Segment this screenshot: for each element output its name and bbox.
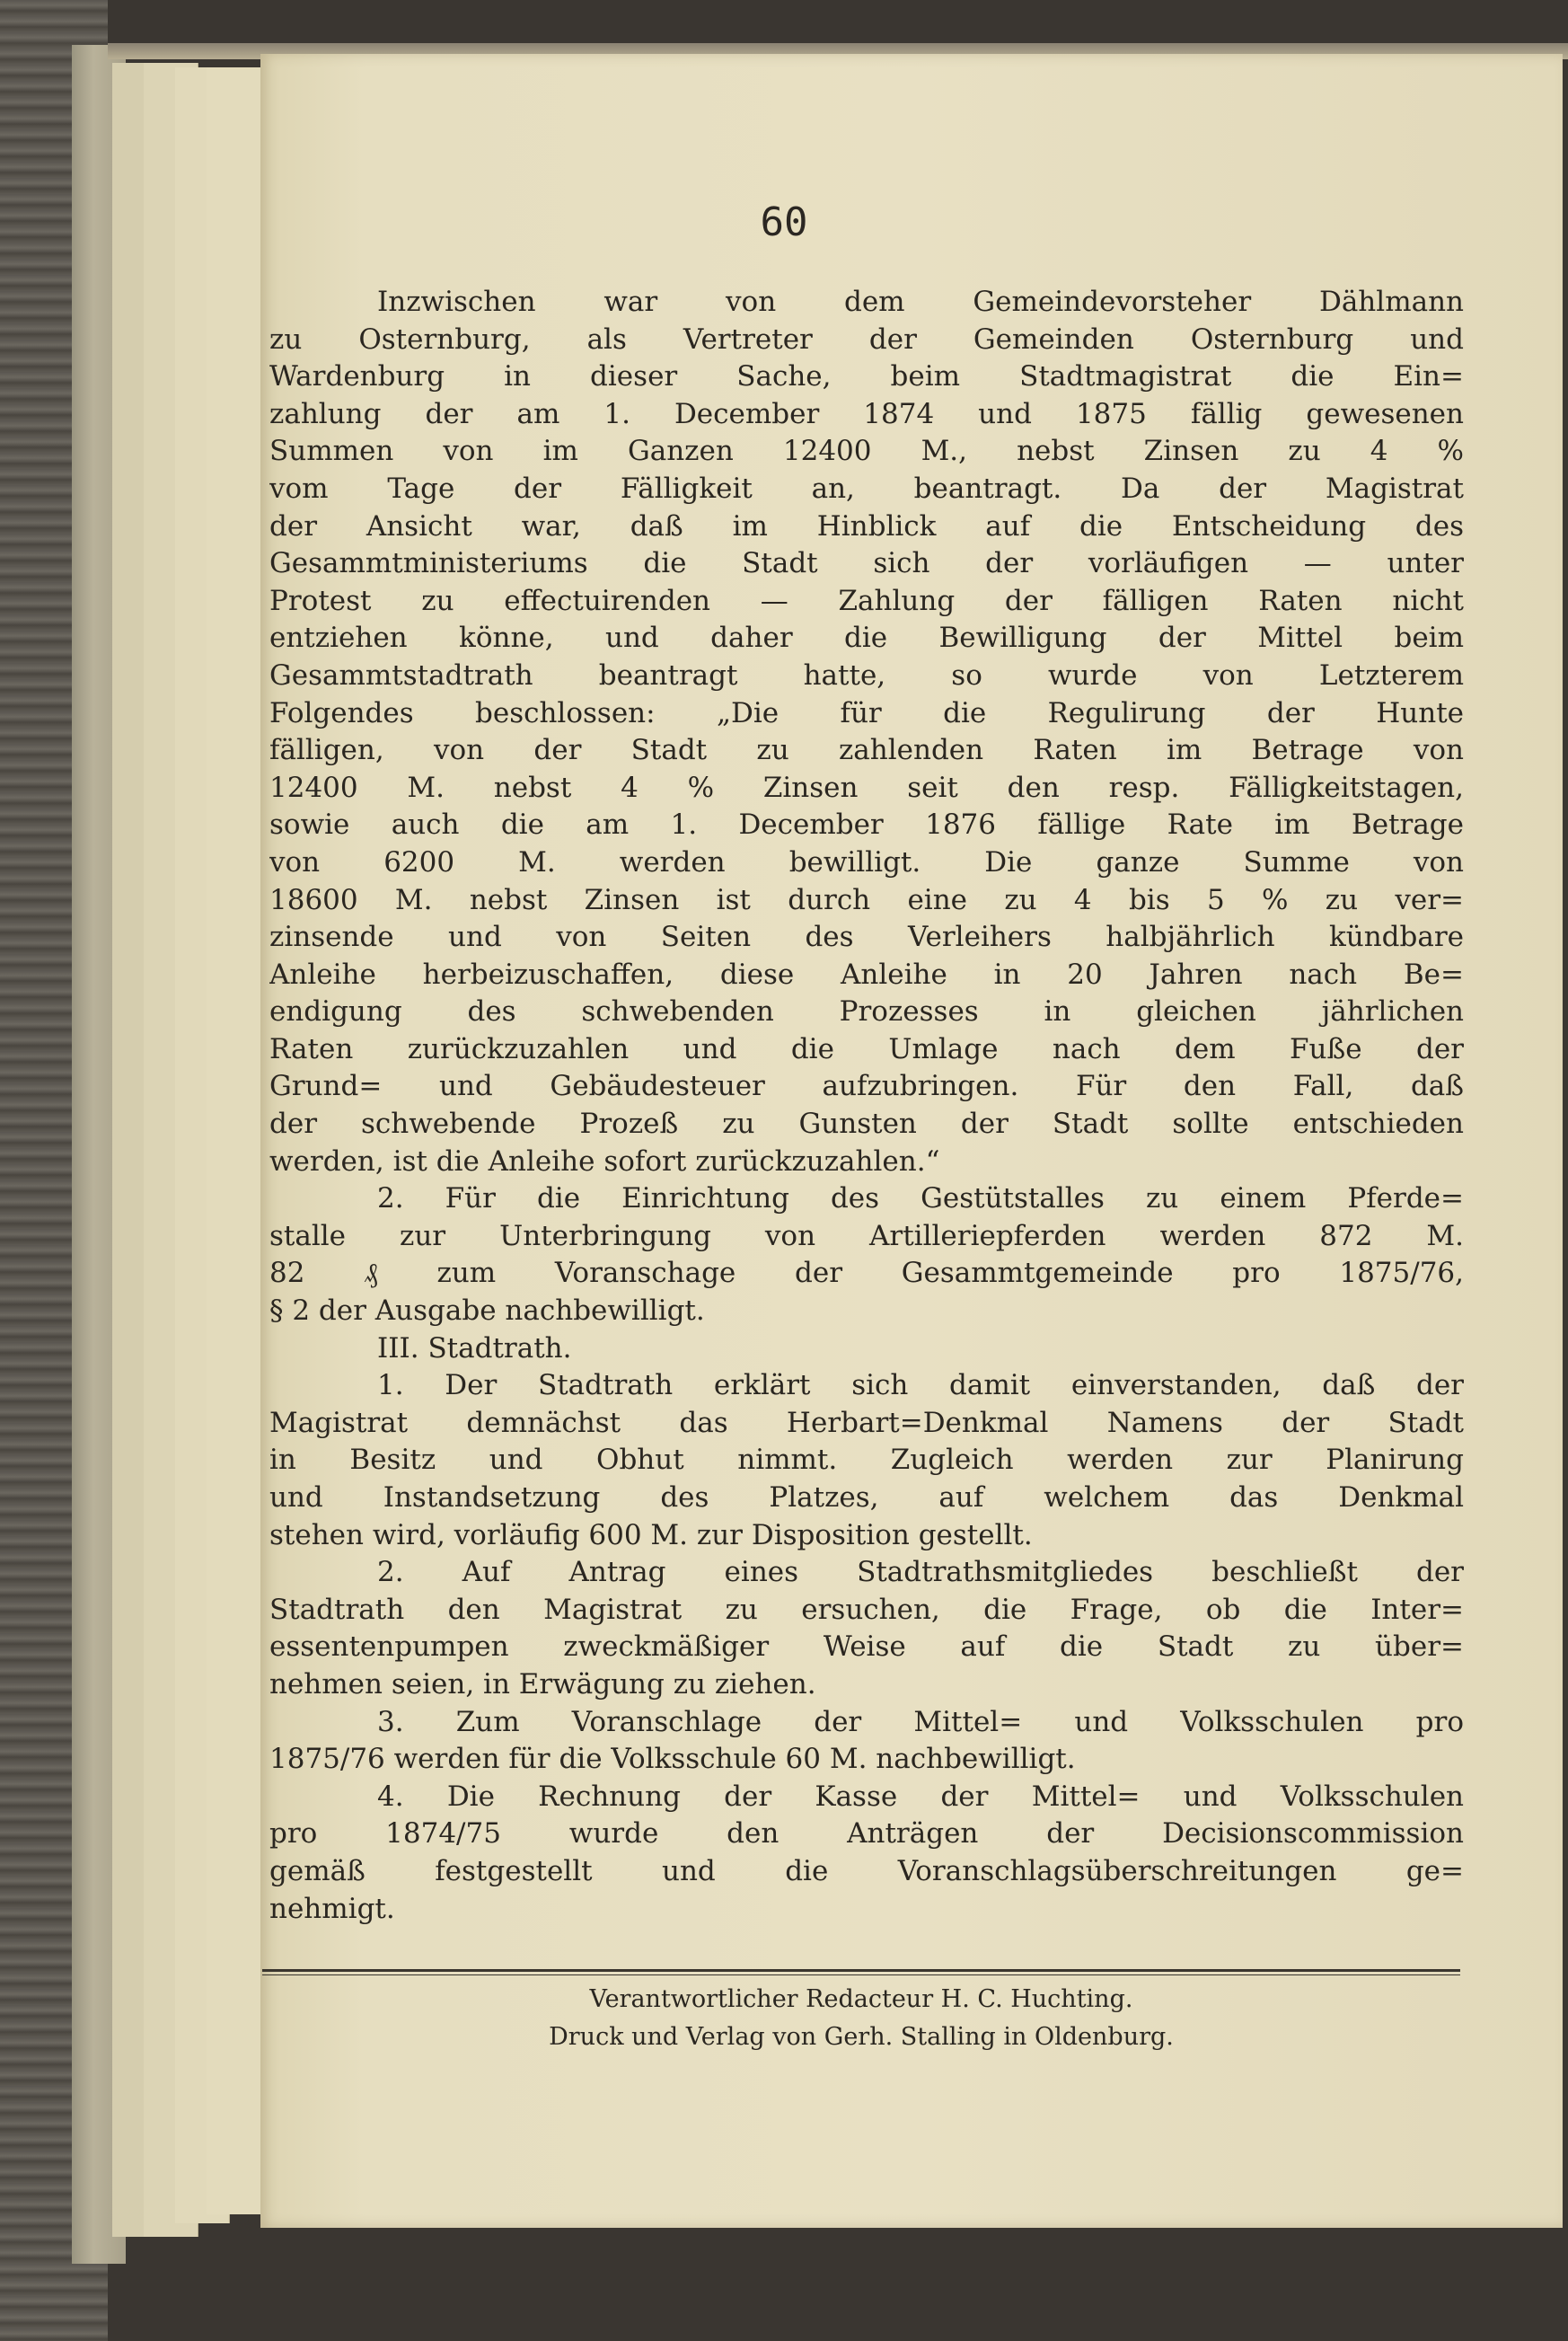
text-line: fälligen, von der Stadt zu zahlenden Raten im Betrage von (269, 734, 1464, 767)
text-line: Stadtrath den Magistrat zu ersuchen, die Frage, ob die Inter= (269, 1593, 1464, 1626)
text-line: Gesammtstadtrath beantragt hatte, so wurde von Letzterem (269, 658, 1464, 692)
text-line: Grund= und Gebäudesteuer aufzubringen. Für den Fall, daß (269, 1070, 1464, 1103)
text-line: der schwebende Prozeß zu Gunsten der Stadt sollte entschieden (269, 1108, 1464, 1141)
text-line: 1875/76 werden für die Volksschule 60 M. nachbewilligt. (269, 1743, 1076, 1776)
text-line: 2. Für die Einrichtung des Gestütstalles zu einem Pferde= (377, 1182, 1464, 1215)
text-line: zinsende und von Seiten des Verleihers halbjährlich kündbare (269, 921, 1464, 954)
text-line: stalle zur Unterbringung von Artilleriepferden werden 872 M. (269, 1219, 1464, 1252)
text-line: 1. Der Stadtrath erklärt sich damit einverstanden, daß der (377, 1369, 1464, 1402)
text-line: entziehen könne, und daher die Bewilligung der Mittel beim (269, 622, 1464, 655)
text-line: 82 ₰ zum Voranschage der Gesammtgemeinde pro 1875/76, (269, 1257, 1464, 1290)
text-line: Protest zu effectuirenden — Zahlung der fälligen Raten nicht (269, 584, 1464, 617)
text-line: 18600 M. nebst Zinsen ist durch eine zu 4 bis 5 % zu ver= (269, 883, 1464, 916)
text-line: Magistrat demnächst das Herbart=Denkmal Namens der Stadt (269, 1406, 1464, 1439)
text-line: nehmen seien, in Erwägung zu ziehen. (269, 1667, 816, 1701)
text-line: gemäß festgestellt und die Voranschlagsüberschreitungen ge= (269, 1854, 1464, 1887)
footer-rule-thin (262, 1974, 1460, 1975)
text-line: 12400 M. nebst 4 % Zinsen seit den resp. Fälligkeitstagen, (269, 771, 1464, 804)
text-line: Summen von im Ganzen 12400 M., nebst Zinsen zu 4 % (269, 435, 1464, 468)
page-edge (207, 67, 261, 2214)
footer-publisher: Druck und Verlag von Gerh. Stalling in Oldenburg. (549, 2023, 1174, 2051)
page-number: 60 (760, 199, 808, 245)
text-line: sowie auch die am 1. December 1876 fällige Rate im Betrage (269, 808, 1464, 842)
text-line: in Besitz und Obhut nimmt. Zugleich werden zur Planirung (269, 1444, 1464, 1477)
text-line: Raten zurückzuzahlen und die Umlage nach dem Fuße der (269, 1032, 1464, 1065)
section-heading: III. Stadtrath. (377, 1331, 572, 1365)
text-line: vom Tage der Fälligkeit an, beantragt. Da der Magistrat (269, 472, 1464, 505)
text-line: zahlung der am 1. December 1874 und 1875 fällig gewesenen (269, 397, 1464, 430)
text-line: 2. Auf Antrag eines Stadtrathsmitgliedes beschließt der (377, 1556, 1464, 1589)
text-line: Gesammtministeriums die Stadt sich der vorläufigen — unter (269, 547, 1464, 580)
footer-rule (262, 1969, 1460, 1972)
text-line: der Ansicht war, daß im Hinblick auf die Entscheidung des (269, 509, 1464, 543)
text-line: Inzwischen war von dem Gemeindevorsteher Dählmann (377, 286, 1464, 318)
footer-editor: Verantwortlicher Redacteur H. C. Huchting. (589, 1985, 1133, 2013)
text-line: Wardenburg in dieser Sache, beim Stadtmagistrat die Ein= (269, 360, 1464, 393)
text-line: 3. Zum Voranschlage der Mittel= und Volksschulen pro (377, 1705, 1464, 1738)
text-line: werden, ist die Anleihe sofort zurückzuzahlen.“ (269, 1144, 940, 1178)
text-line: von 6200 M. werden bewilligt. Die ganze Summe von (269, 845, 1464, 879)
text-line: stehen wird, vorläufig 600 M. zur Disposition gestellt. (269, 1518, 1033, 1551)
text-line: § 2 der Ausgabe nachbewilligt. (269, 1294, 705, 1328)
text-line: 4. Die Rechnung der Kasse der Mittel= und Volksschulen (377, 1780, 1464, 1813)
body-text (269, 284, 1464, 1928)
text-line: und Instandsetzung des Platzes, auf welchem das Denkmal (269, 1481, 1464, 1514)
text-line: Folgendes beschlossen: „Die für die Regulirung der Hunte (269, 696, 1464, 729)
text-line: zu Osternburg, als Vertreter der Gemeinden Osternburg und (269, 322, 1464, 356)
text-line: Anleihe herbeizuschaffen, diese Anleihe in 20 Jahren nach Be= (269, 958, 1464, 991)
text-line: nehmigt. (269, 1892, 395, 1925)
text-line: pro 1874/75 wurde den Anträgen der Decisionscommission (269, 1817, 1464, 1851)
text-line: essentenpumpen zweckmäßiger Weise auf die Stadt zu über= (269, 1630, 1464, 1664)
text-line: endigung des schwebenden Prozesses in gleichen jährlichen (269, 995, 1464, 1029)
